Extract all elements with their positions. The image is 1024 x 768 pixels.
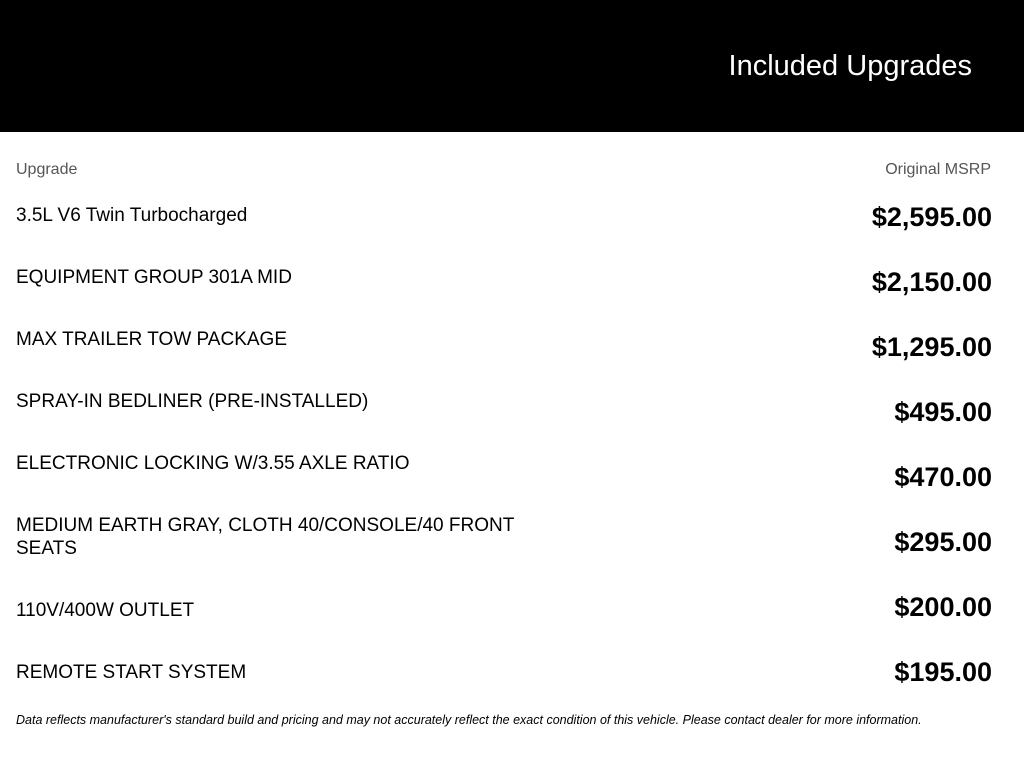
column-header-msrp: Original MSRP (885, 161, 991, 178)
upgrade-price: $2,150.00 (871, 267, 992, 297)
upgrade-price: $495.00 (894, 397, 992, 427)
upgrade-name: REMOTE START SYSTEM (16, 662, 247, 683)
upgrade-price: $2,595.00 (871, 202, 992, 232)
upgrade-row (16, 266, 992, 328)
header-bar (0, 0, 1024, 132)
upgrade-name: EQUIPMENT GROUP 301A MID (16, 267, 292, 288)
upgrade-price: $470.00 (894, 462, 992, 492)
upgrade-name: ELECTRONIC LOCKING W/3.55 AXLE RATIO (16, 453, 410, 474)
upgrade-price: $195.00 (894, 657, 992, 687)
upgrade-name: MEDIUM EARTH GRAY, CLOTH 40/CONSOLE/40 FRONT SEATS (16, 515, 514, 559)
upgrade-name: SPRAY-IN BEDLINER (PRE-INSTALLED) (16, 391, 369, 412)
page-title: Included Upgrades (728, 50, 972, 82)
upgrade-name: 3.5L V6 Twin Turbocharged (16, 205, 248, 226)
upgrade-row (16, 592, 992, 661)
upgrade-row (16, 452, 992, 514)
upgrade-row (16, 328, 992, 390)
upgrade-row (16, 204, 992, 266)
disclaimer-footnote: Data reflects manufacturer's standard build and pricing and may not accurately reflect the exact condition of this vehicle. Please contact dealer for more information. (16, 713, 922, 727)
upgrade-price: $1,295.00 (871, 332, 992, 362)
column-header-upgrade: Upgrade (16, 161, 78, 178)
upgrade-row (16, 390, 992, 452)
upgrade-name: MAX TRAILER TOW PACKAGE (16, 329, 287, 350)
upgrade-row (16, 514, 992, 576)
upgrade-name: 110V/400W OUTLET (16, 600, 195, 621)
upgrade-price: $200.00 (894, 592, 992, 622)
upgrade-price: $295.00 (894, 527, 992, 557)
